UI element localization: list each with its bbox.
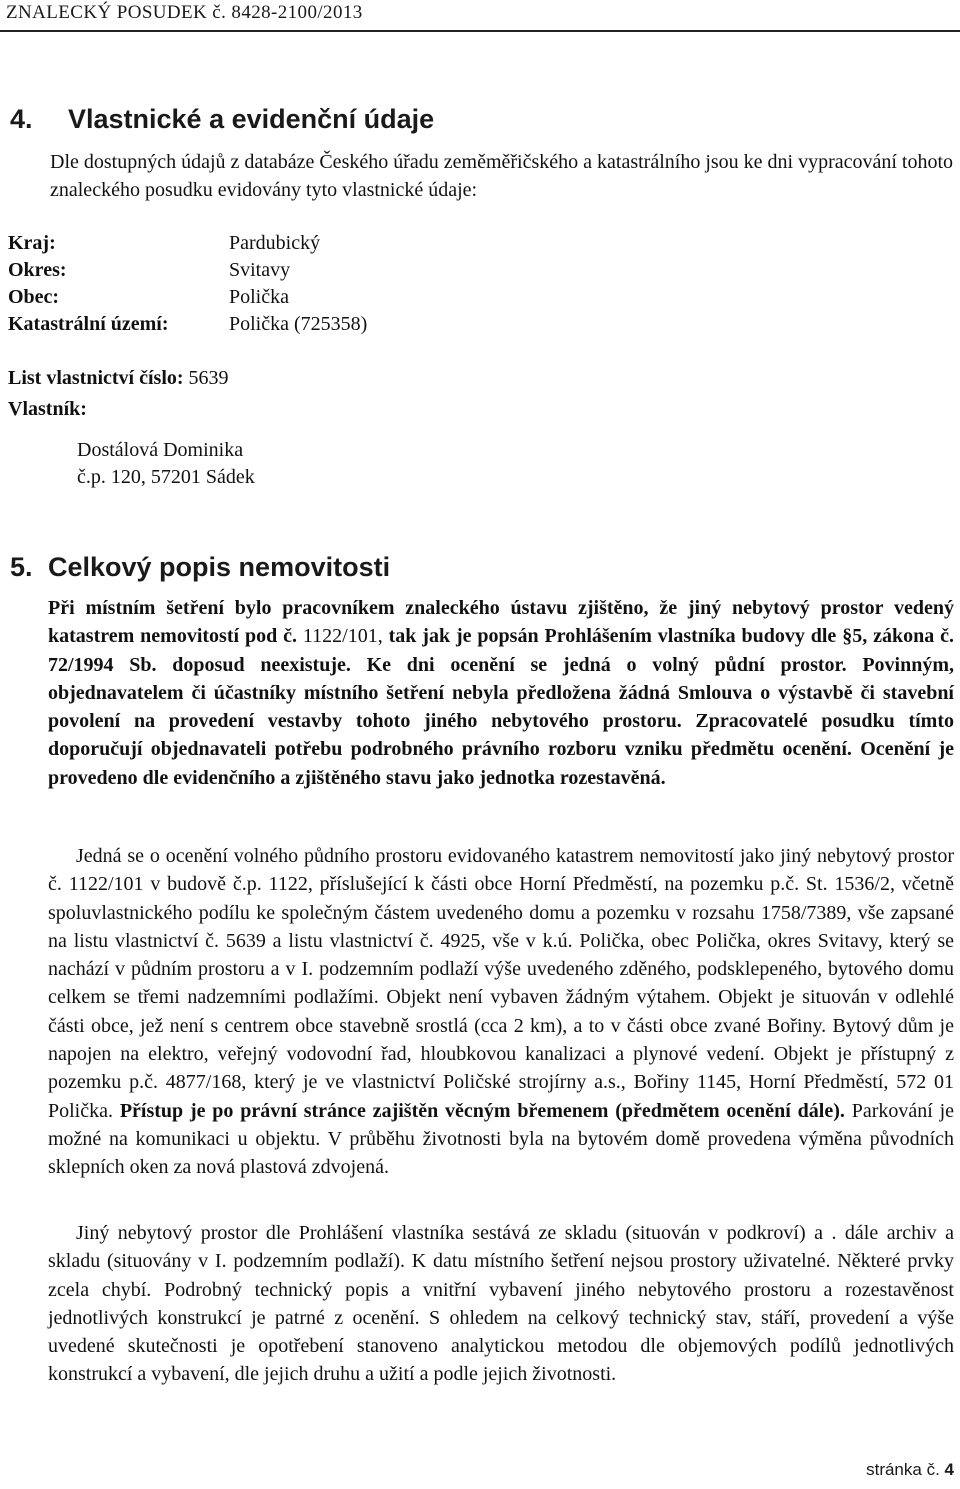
section-4-intro: Dle dostupných údajů z databáze Českého úřadu zeměměřičského a katastrálního jsou ke dni vypracování tohoto znaleckého posudku evidovány tyto vlastnické údaje: <box>50 151 954 201</box>
owner-name: Dostálová Dominika <box>77 439 244 461</box>
section-5-bold-paragraph <box>48 594 954 792</box>
field-label: Obec: <box>8 286 60 308</box>
header-rule <box>0 30 960 32</box>
lv-number: 5639 <box>188 367 229 389</box>
field-value: Pardubický <box>229 232 321 254</box>
owner-address: č.p. 120, 57201 Sádek <box>77 466 255 488</box>
list-vlastnictvi <box>8 367 229 390</box>
field-value: Polička <box>229 286 289 308</box>
section-4-title: Vlastnické a evidenční údaje <box>68 104 435 134</box>
para2-part-a: Jedná se o ocenění volného půdního prostoru evidovaného katastrem nemovitostí jako jiný nebytový prostor č. 1122/101 v budově č.p. 1122, příslušející k části obce Horní Předměstí, na pozemku p.č. St. 1536/2, včetně spoluvlastnického podílu ke společným částem uvedeného domu a pozemku v rozsahu 1758/7389, vše zapsané na listu vlastnictví č. 5639 a listu vlastnictví č. 4925, vše v k.ú. Polička, obec Polička, okres Svitavy, který se nachází v půdním prostoru a v I. podzemním podlaží výše uvedeného zděného, podsklepeného, bytového domu celkem se třemi nadzemními podlažími. Objekt není vybaven žádným výtahem. Objekt je situován v odlehlé části obce, jež není s centrem obce stavebně srostlá (cca 2 km), a to v části obce zvané Bořiny. Bytový dům je napojen na elektro, veřejný vodovodní řad, hloubkovou kanalizaci a plynové vedení. Objekt je přístupný z pozemku p.č. 4877/168, který je ve vlastnictví Poličské strojírny a.s., Bořiny 1145, Horní Předměstí, 572 01 Polička. <box>48 845 954 1122</box>
section-4-heading <box>10 104 434 135</box>
field-value: Polička (725358) <box>229 313 368 335</box>
owner-label-row <box>8 398 87 421</box>
field-label: Katastrální území: <box>8 313 169 335</box>
field-label: Kraj: <box>8 232 56 254</box>
section-5-title: Celkový popis nemovitosti <box>48 552 391 582</box>
section-5-description-paragraph <box>48 842 954 1182</box>
document-header: ZNALECKÝ POSUDEK č. 8428-2100/2013 <box>6 2 363 23</box>
page-footer <box>866 1460 954 1480</box>
section-5-condition-paragraph: Jiný nebytový prostor dle Prohlášení vlastníka sestává ze skladu (situován v podkroví) a . dále archiv a skladu (situovány v I. podzemním podlaží). K datu místního šetření nejsou prostory uživatelné. Některé prvky zcela chybí. Podrobný technický popis a vnitřní vybavení jiného nebytového prostoru a rozestavěnost jednotlivých konstrukcí je patrné z ocenění. S ohledem na celkový technický stav, stáří, provedení a výše uvedené skutečnosti je opotřebení stanoveno analytickou metodou dle objemových podílů jednotlivých konstrukcí a vybavení, dle jejich druhu a užití a podle jejich životnosti. <box>48 1222 954 1386</box>
owner-label: Vlastník: <box>8 398 87 420</box>
para2-part-b: Parkování je možné na komunikaci u objektu. V průběhu životnosti byla na bytovém domě provedena výměna původních sklepních oken za nová plastová zdvojená. <box>48 1099 955 1179</box>
bold-para-part-1: Při místním šetření bylo pracovníkem znaleckého ústavu zjištěno, že jiný nebytový prostor vedený katastrem nemovitostí pod č. <box>48 597 954 648</box>
section-4-number: 4. <box>10 104 33 134</box>
field-value: Svitavy <box>229 259 291 281</box>
field-label: Okres: <box>8 259 67 281</box>
page-label: stránka č. <box>866 1460 940 1479</box>
section-5-number: 5. <box>10 552 33 582</box>
section-5-heading <box>10 552 390 583</box>
para2-bold: Přístup je po právní stránce zajištěn věcným břemenem (předmětem ocenění dále). <box>119 1099 845 1122</box>
bold-para-part-3: tak jak je popsán Prohlášením vlastníka budovy dle §5, zákona č. 72/1994 Sb. doposud neexistuje. Ke dni ocenění se jedná o volný půdní prostor. Povinným, objednavatelem či účastníky místního šetření nebyla předložena žádná Smlouva o výstavbě či stavební povolení na provedení vestavby tohoto jiného nebytového prostoru. Zpracovatelé posudku tímto doporučují objednavateli potřebu podrobného právního rozboru vzniku předmětu ocenění. Ocenění je provedeno dle evidenčního a zjištěného stavu jako jednotka rozestavěná. <box>48 625 955 789</box>
bold-para-part-2: 1122/101, <box>302 625 383 648</box>
page-number: 4 <box>944 1460 954 1479</box>
lv-label: List vlastnictví číslo: <box>8 367 184 389</box>
